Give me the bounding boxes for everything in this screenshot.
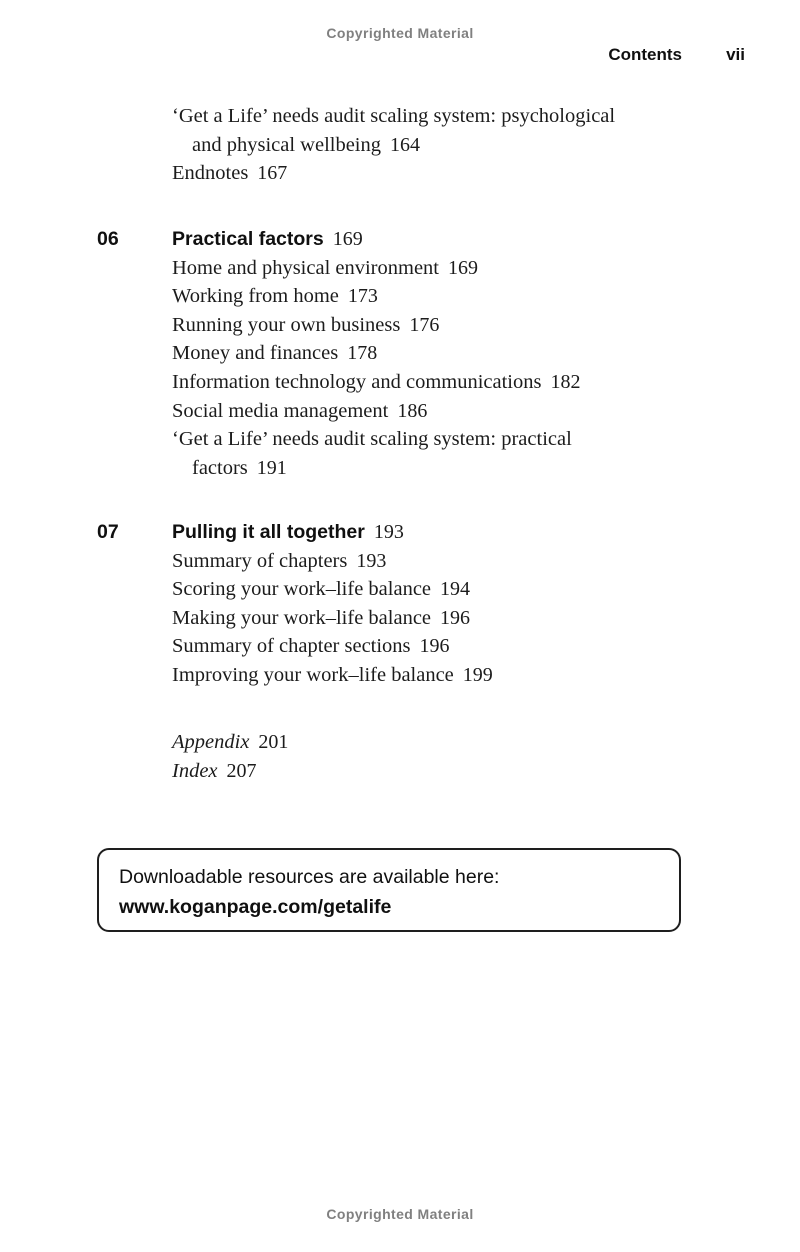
toc-entry-label: Making your work–life balance xyxy=(172,606,432,629)
toc-chapter-06-block xyxy=(97,225,697,482)
chapter-page: 193 xyxy=(373,521,404,543)
toc-entry-page: 164 xyxy=(390,133,421,156)
toc-entry-label: Improving your work–life balance xyxy=(172,663,454,686)
toc-entry xyxy=(172,425,697,454)
copyright-banner-top: Copyrighted Material xyxy=(326,25,474,41)
toc-entry xyxy=(172,282,697,311)
toc-entry-page: 199 xyxy=(462,663,493,686)
toc-entry xyxy=(172,368,697,397)
toc-entry xyxy=(172,728,697,757)
toc-entry-label: Scoring your work–life balance xyxy=(172,578,432,601)
chapter-title: Pulling it all together xyxy=(172,521,365,543)
toc-entry xyxy=(172,254,697,283)
chapter-title: Practical factors xyxy=(172,228,324,250)
toc-entry-label: and physical wellbeing xyxy=(192,133,382,156)
toc-entry-page: 182 xyxy=(550,370,581,393)
toc-entry-page: 193 xyxy=(356,549,387,572)
toc-backmatter-block xyxy=(97,728,697,785)
toc-chapter-07-block xyxy=(97,518,697,690)
toc-entry-wrap xyxy=(172,131,697,160)
toc-entry xyxy=(172,339,697,368)
toc-continuation-block xyxy=(97,102,697,188)
toc-entry-page: 169 xyxy=(448,256,479,279)
copyright-banner-bottom: Copyrighted Material xyxy=(326,1206,474,1222)
chapter-page: 169 xyxy=(332,228,363,250)
toc-entry-page: 196 xyxy=(440,606,471,629)
resources-text: Downloadable resources are available here: xyxy=(119,866,500,888)
toc-entry-label: Money and finances xyxy=(172,342,339,365)
toc-entry xyxy=(172,632,697,661)
toc-entry xyxy=(172,311,697,340)
toc-entry-page: 178 xyxy=(347,342,378,365)
backmatter-label: Index xyxy=(172,759,218,782)
toc-entry-label: Summary of chapter sections xyxy=(172,635,411,658)
resources-url: www.koganpage.com/getalife xyxy=(119,896,392,918)
toc-entry-label: Information technology and communications xyxy=(172,370,542,393)
toc-entry-page: 173 xyxy=(347,285,378,308)
toc-entry xyxy=(172,604,697,633)
toc-entry xyxy=(172,547,697,576)
toc-entry-page: 176 xyxy=(409,313,440,336)
backmatter-label: Appendix xyxy=(172,731,250,753)
toc-entry-page: 167 xyxy=(257,162,288,185)
toc-entry xyxy=(172,102,697,131)
toc-entry xyxy=(172,757,697,786)
toc-entry-wrap xyxy=(172,454,697,483)
toc-entry-page: 191 xyxy=(256,456,287,479)
toc-entry-label: ‘Get a Life’ needs audit scaling system: practical xyxy=(172,428,572,451)
running-head-title: Contents xyxy=(608,45,682,64)
toc-entry-page: 196 xyxy=(419,635,450,658)
chapter-number: 06 xyxy=(97,228,119,250)
toc-entry xyxy=(172,159,697,188)
toc-entry-label: Social media management xyxy=(172,399,389,422)
toc-entry xyxy=(172,575,697,604)
toc-entry xyxy=(172,397,697,426)
toc-entry-label: Summary of chapters xyxy=(172,549,348,572)
toc-entry-label: factors xyxy=(192,456,248,479)
toc-entry-page: 201 xyxy=(258,731,289,753)
chapter-heading xyxy=(97,225,697,254)
toc-entry-page: 186 xyxy=(397,399,428,422)
toc-entry-label: Working from home xyxy=(172,285,339,308)
toc-entry-page: 207 xyxy=(226,759,257,782)
toc-entry-label: Endnotes xyxy=(172,162,249,185)
chapter-number: 07 xyxy=(97,521,119,543)
toc-entry-label: Home and physical environment xyxy=(172,256,440,279)
chapter-heading xyxy=(97,518,697,547)
toc-entry xyxy=(172,661,697,690)
toc-entry-label: Running your own business xyxy=(172,313,401,336)
toc-entry-page: 194 xyxy=(440,578,471,601)
toc-entry-label: ‘Get a Life’ needs audit scaling system: psychological xyxy=(172,105,616,127)
page-number-folio: vii xyxy=(726,45,745,64)
resources-callout-box xyxy=(97,848,681,932)
